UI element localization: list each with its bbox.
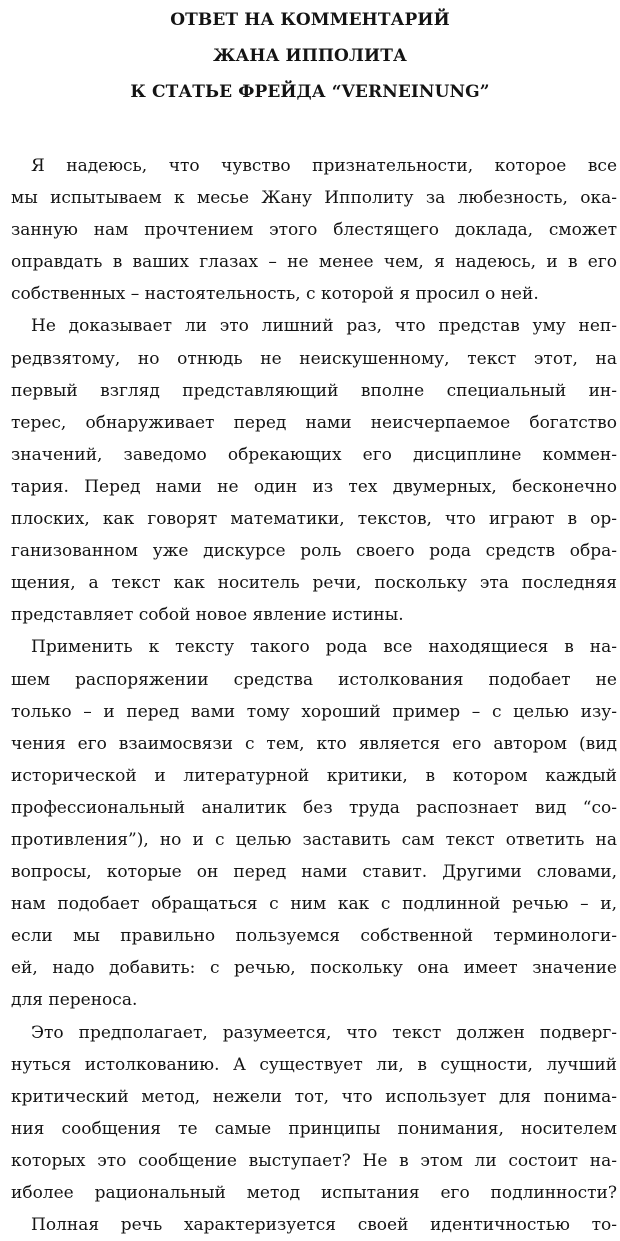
text-line: Полная речь характеризуется своей идентичностью то- xyxy=(31,1215,617,1236)
text-line: значений, заведомо обрекающих его дисциплине коммен- xyxy=(11,444,617,465)
text-line: иболее рациональный метод испытания его подлинности? xyxy=(11,1183,617,1203)
text-line: вопросы, которые он перед нами ставит. Другими словами, xyxy=(11,862,617,883)
text-line: исторической и литературной критики, в котором каждый xyxy=(11,765,617,786)
text-line: мы испытываем к месье Жану Ипполиту за любезность, ока- xyxy=(11,188,617,209)
text-line: Я надеюсь, что чувство признательности, которое все xyxy=(31,156,617,176)
text-line: тария. Перед нами не один из тех двумерных, бесконечно xyxy=(11,476,617,497)
text-line: для переноса. xyxy=(11,990,138,1011)
text-line: которых это сообщение выступает? Не в этом ли состоит на- xyxy=(11,1150,617,1171)
heading-line-1: ОТВЕТ НА КОММЕНТАРИЙ xyxy=(170,10,450,30)
text-line: занную нам прочтением этого блестящего доклада, сможет xyxy=(11,220,617,241)
text-line: ния сообщения те самые принципы понимания, носителем xyxy=(11,1118,617,1139)
text-line: шем распоряжении средства истолкования подобает не xyxy=(11,669,617,690)
text-line: критический метод, нежели тот, что использует для понима- xyxy=(11,1086,617,1107)
text-line: терес, обнаруживает перед нами неисчерпаемое богатство xyxy=(11,412,617,433)
text-line: ганизованном уже дискурсе роль своего рода средств обра- xyxy=(11,541,617,562)
text-line: только – и перед вами тому хороший пример – с целью изу- xyxy=(11,701,617,722)
text-line: чения его взаимосвязи с тем, кто является его автором (вид xyxy=(11,733,617,754)
text-line: если мы правильно пользуемся собственной терминологи- xyxy=(11,926,617,947)
text-line: нам подобает обращаться с ним как с подлинной речью – и, xyxy=(11,894,617,915)
text-line: нуться истолкованию. А существует ли, в сущности, лучший xyxy=(11,1054,617,1075)
text-line: щения, а текст как носитель речи, поскольку эта последняя xyxy=(11,573,617,594)
text-line: собственных – настоятельность, с которой я просил о ней. xyxy=(11,284,539,305)
text-line: ей, надо добавить: с речью, поскольку она имеет значение xyxy=(11,958,617,979)
text-line: представляет собой новое явление истины. xyxy=(11,605,404,626)
text-line: оправдать в ваших глазах – не менее чем, я надеюсь, и в его xyxy=(11,252,617,273)
chapter-heading xyxy=(0,2,620,110)
text-line: противления”), но и с целью заставить сам текст ответить на xyxy=(11,829,617,850)
heading-line-2: ЖАНА ИППОЛИТА xyxy=(213,46,407,66)
text-line: Не доказывает ли это лишний раз, что представ уму неп- xyxy=(31,316,617,337)
text-line: Это предполагает, разумеется, что текст должен подверг- xyxy=(31,1022,617,1043)
body-text xyxy=(11,150,617,1241)
heading-line-3: К СТАТЬЕ ФРЕЙДА “VERNEINUNG” xyxy=(130,82,490,102)
text-line: первый взгляд представляющий вполне специальный ин- xyxy=(11,380,617,401)
text-line: профессиональный аналитик без труда распознает вид “со- xyxy=(11,797,617,818)
text-line: Применить к тексту такого рода все находящиеся в на- xyxy=(31,637,617,658)
text-line: плоских, как говорят математики, текстов, что играют в ор- xyxy=(11,509,617,530)
text-line: редвзятому, но отнюдь не неискушенному, текст этот, на xyxy=(11,348,617,369)
